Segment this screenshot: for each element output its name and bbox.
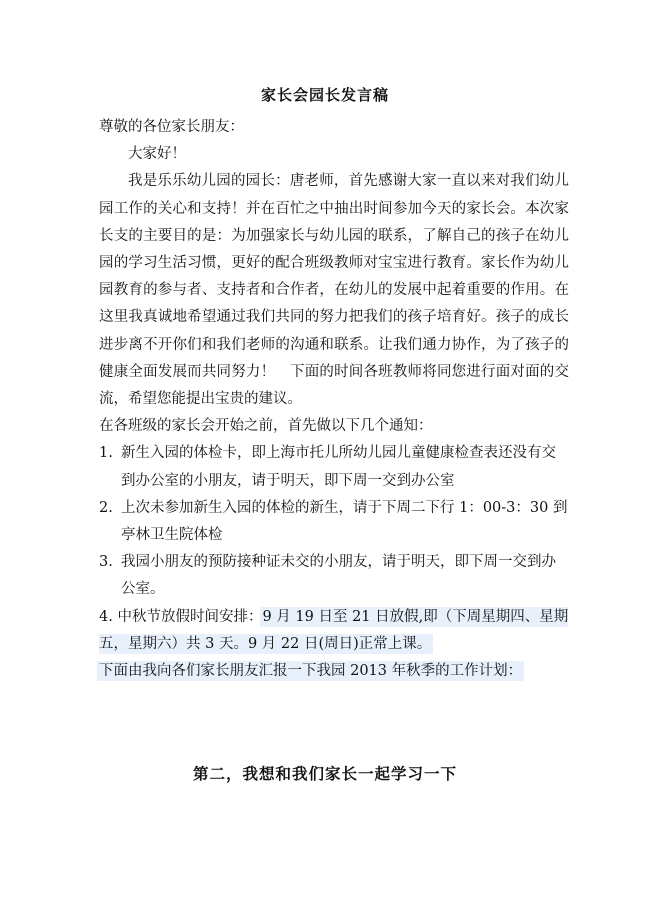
opening-paragraph: 我是乐乐幼儿园的园长：唐老师，首先感谢大家一直以来对我们幼儿园工作的关心和支持！并在百忙之中抽出时间参加今天的家长会。本次家长支的主要目的是：为加强家长与幼儿园的联系，了解自己的孩子在幼儿园的学习生活习惯，更好的配合班级教师对宝宝进行教育。家长作为幼儿园教育的参与者、支持者和合作者，在幼儿的发展中起着重要的作用。在这里我真诚地希望通过我们共同的努力把我们的孩子培育好。孩子的成长进步离不开你们和我们老师的沟通和联系。让我们通力协作，为了孩子的健康全面发展而共同努力！ 下面的时间各班教师将同您进行面对面的交流，希望您能提出宝贵的建议。	[99, 173, 569, 408]
notice-4-highlighted-text: 9 月 19 日至 21 日放假,即（下周星期四、星期五，星期六）共 3 天。9 月 22 日(周日)正常上课。	[99, 608, 569, 652]
notice-intro: 在各班级的家长会开始之前，首先做以下几个通知：	[99, 418, 433, 435]
notice-text: 新生入园的体检卡，即上海市托儿所幼儿园儿童健康检查表还没有交到办公室的小朋友，请于明天，即下周一交到办公室	[121, 445, 556, 489]
notice-number: 2.	[99, 499, 113, 516]
document-body	[99, 114, 569, 685]
notice-text: 上次未参加新生入园的体检的新生，请于下周二下行 1：00-3：30 到亭林卫生院体检	[121, 499, 568, 544]
notice-text: 我园小朋友的预防接种证未交的小朋友，请于明天，即下周一交到办公室。	[121, 554, 556, 598]
work-plan-line	[99, 658, 569, 685]
notice-item-1	[99, 440, 569, 494]
notice-item-2	[99, 495, 569, 549]
document-title: 家长会园长发言稿	[260, 86, 389, 104]
section-heading: 第二，我想和我们家长一起学习一下	[192, 764, 457, 783]
notice-item-4	[99, 604, 569, 658]
notice-number: 1.	[99, 445, 113, 462]
hello-line: 大家好！	[128, 146, 186, 163]
notice-4-prefix: 4. 中秋节放假时间安排：	[99, 608, 263, 625]
work-plan-highlighted-text: 下面由我向各们家长朋友汇报一下我园 2013 年秋季的工作计划：	[99, 663, 523, 680]
greeting-line: 尊敬的各位家长朋友：	[99, 119, 244, 135]
notice-item-3	[99, 549, 569, 603]
notice-number: 3.	[99, 554, 113, 571]
